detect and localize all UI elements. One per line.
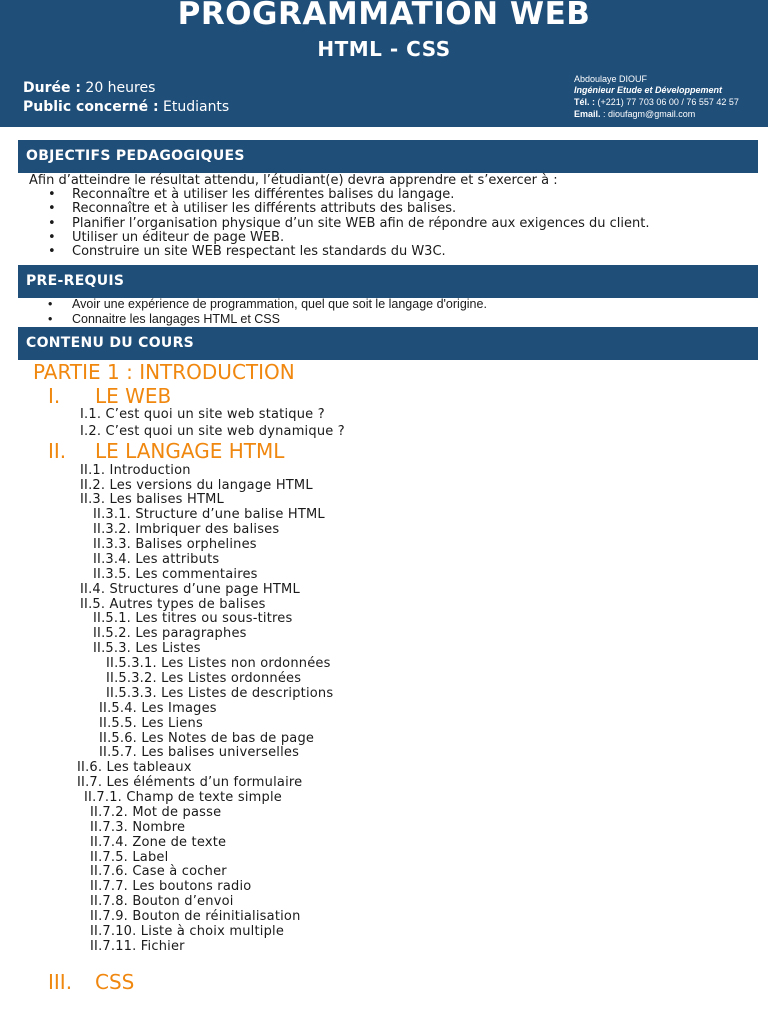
toc-item: II.5.3.3. Les Listes de descriptions xyxy=(106,686,334,701)
toc-item: II.2. Les versions du langage HTML xyxy=(80,478,313,493)
toc-item: II.7. Les éléments d’un formulaire xyxy=(77,775,303,790)
contact-tel xyxy=(574,96,739,108)
toc-item: II.7.1. Champ de texte simple xyxy=(84,790,282,805)
toc-item: II.7.2. Mot de passe xyxy=(90,805,222,820)
toc-item: II.5.3.2. Les Listes ordonnées xyxy=(106,671,302,686)
toc-item: II.5.2. Les paragraphes xyxy=(93,626,247,641)
public-line xyxy=(23,98,229,116)
toc-item: II.5.1. Les titres ou sous-titres xyxy=(93,611,293,626)
public-value: Etudiants xyxy=(163,99,230,115)
toc-item: II.7.10. Liste à choix multiple xyxy=(90,924,285,939)
contact-email xyxy=(574,108,695,120)
toc-item: II.7.4. Zone de texte xyxy=(90,835,227,850)
toc-item: II.3.2. Imbriquer des balises xyxy=(93,522,280,537)
duree-label: Durée : xyxy=(23,80,81,96)
toc-item: II.3.3. Balises orphelines xyxy=(93,537,257,552)
bullet-dot: • xyxy=(48,297,53,311)
toc-item: II.5.3.1. Les Listes non ordonnées xyxy=(106,656,331,671)
public-label: Public concerné : xyxy=(23,99,159,115)
toc-item: II.7.9. Bouton de réinitialisation xyxy=(90,909,301,924)
toc-item: II.7.7. Les boutons radio xyxy=(90,879,252,894)
toc-item: II.7.3. Nombre xyxy=(90,820,186,835)
toc-item: II.6. Les tableaux xyxy=(77,760,192,775)
toc-item: II.7.6. Case à cocher xyxy=(90,864,227,879)
document-subtitle: HTML - CSS xyxy=(317,37,451,61)
toc-item: II.5. Autres types de balises xyxy=(80,597,266,612)
toc-item: II.5.4. Les Images xyxy=(99,701,217,716)
contact-tel-value: (+221) 77 703 06 00 / 76 557 42 57 xyxy=(597,97,739,107)
duree-value: 20 heures xyxy=(85,80,156,96)
section-contenu-title: CONTENU DU COURS xyxy=(18,327,758,360)
toc-item: II.5.5. Les Liens xyxy=(99,716,203,731)
toc-item: II.5.6. Les Notes de bas de page xyxy=(99,731,315,746)
toc-item: II.5.3. Les Listes xyxy=(93,641,201,656)
bullet-dot: • xyxy=(48,216,56,231)
contact-email-value: : dioufagm@gmail.com xyxy=(603,109,696,119)
toc-item: I.1. C’est quoi un site web statique ? xyxy=(80,407,325,422)
contact-email-label: Email. xyxy=(574,109,601,119)
toc-item: II.4. Structures d’une page HTML xyxy=(80,582,300,597)
section-objectifs-title: OBJECTIFS PEDAGOGIQUES xyxy=(18,140,758,173)
contact-name: Abdoulaye DIOUF xyxy=(574,74,648,84)
contact-tel-label: Tél. : xyxy=(574,97,596,107)
toc-item: I.2. C’est quoi un site web dynamique ? xyxy=(80,424,345,439)
toc-item: II.3.1. Structure d’une balise HTML xyxy=(93,507,325,522)
objectifs-intro: Afin d’atteindre le résultat attendu, l’étudiant(e) devra apprendre et s’exercer à : xyxy=(29,173,558,188)
header-banner xyxy=(0,0,768,127)
toc-item: II.5.7. Les balises universelles xyxy=(99,745,300,760)
bullet-dot: • xyxy=(48,244,56,259)
bullet-dot: • xyxy=(48,187,56,202)
bullet-dot: • xyxy=(48,201,56,216)
bullet-dot: • xyxy=(48,230,56,245)
toc-item: II.7.8. Bouton d’envoi xyxy=(90,894,234,909)
duree-line xyxy=(23,79,155,97)
section-prerequis-title: PRE-REQUIS xyxy=(18,265,758,298)
bullet-dot: • xyxy=(48,312,53,326)
toc-item: II.1. Introduction xyxy=(80,463,191,478)
toc-item: II.3. Les balises HTML xyxy=(80,492,224,507)
toc-item: II.7.5. Label xyxy=(90,850,169,865)
contact-role: Ingénieur Etude et Développement xyxy=(574,85,723,95)
toc-item: II.7.11. Fichier xyxy=(90,939,185,954)
toc-item: II.3.4. Les attributs xyxy=(93,552,220,567)
document-title: PROGRAMMATION WEB xyxy=(177,0,591,32)
part-title: PARTIE 1 : INTRODUCTION xyxy=(33,360,295,384)
toc-item: II.3.5. Les commentaires xyxy=(93,567,258,582)
